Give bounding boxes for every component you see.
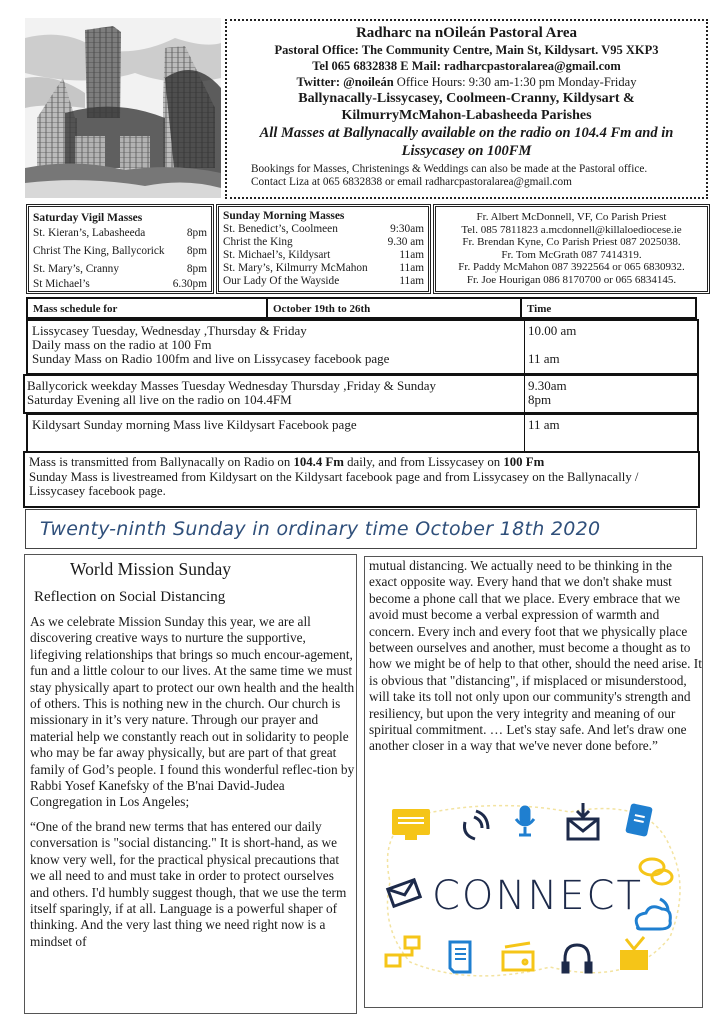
schedule-time: 11 am <box>528 417 560 432</box>
sunday-row <box>223 249 424 262</box>
pastoral-area-title: Radharc na nOileán Pastoral Area <box>355 25 578 41</box>
mass-place: Our Lady Of the Wayside <box>223 275 340 287</box>
sunday-row <box>223 262 424 275</box>
note-line-2: Sunday Mass is livestreamed from Kildysart on the Kildysart facebook page and from Lissycasey on the Ballynacally / Lissycasey facebook page. <box>29 469 639 498</box>
sunday-row <box>223 236 424 249</box>
schedule-line: Ballycorick weekday Masses Tuesday Wednesday Thursday ,Friday & Sunday <box>27 378 436 393</box>
mass-place: St. Michael’s, Kildysart <box>223 249 331 261</box>
mass-time: 9:30am <box>390 223 424 235</box>
schedule-line: Saturday Evening all live on the radio on 104.4FM <box>27 392 292 407</box>
schedule-line: Sunday Mass on Radio 100fm and live on Lissycasey facebook page <box>32 351 390 366</box>
article-paragraph: As we celebrate Mission Sunday this year, we are all discovering creative ways to nurture the supportive, lifegiving relationships that brings so much encour-agement, fun and a little colour to our lives. At the same time we must stay physically apart to protect our own health and the health of others. This is nothing new in the church. Our church is missionary in it’s very nature. Through our prayer and material help we constantly reach out in solidarity to people who may be far away physically, but are part of that great family of God’s people. I found this wonderful reflec-tion by Rabbi Yosef Kanefsky of the B'nai David-Judea Congregation in Los Angeles; <box>30 614 355 810</box>
mass-place: St. Mary’s, Kilmurry McMahon <box>223 262 368 274</box>
priests-contacts <box>433 204 710 294</box>
schedule-row-lissycasey <box>26 319 699 375</box>
office-hours: Office Hours: 9:30 am-1:30 pm Monday-Friday <box>393 75 637 89</box>
bookings-line-1: Bookings for Masses, Christenings & Weddings can also be made at the Pastoral office. <box>251 163 648 175</box>
schedule-line: Daily mass on the radio at 100 Fm <box>32 337 212 352</box>
saturday-row <box>33 244 207 259</box>
note-freq: 100 Fm <box>503 455 545 469</box>
note-line-1 <box>29 455 694 470</box>
radio-icon <box>503 943 533 970</box>
mass-time: 9.30 am <box>387 236 424 248</box>
priest-line: Fr. Paddy McMahon 087 3922564 or 065 6830932. <box>458 261 685 273</box>
schedule-time-blank <box>528 338 698 352</box>
sunday-title: Sunday Morning Masses <box>223 210 345 222</box>
parishes-line-1: Ballynacally-Lissycasey, Coolmeen-Cranny, Kildysart & <box>298 91 635 106</box>
chat-bubbles-icon <box>640 859 672 884</box>
article-subtitle: Reflection on Social Distancing <box>34 589 226 605</box>
radio-line-1: All Masses at Ballynacally available on the radio on 104.4 Fm and in <box>259 125 674 141</box>
sunday-row <box>223 223 424 236</box>
schedule-line: Kildysart Sunday morning Mass live Kildysart Facebook page <box>32 417 357 432</box>
twitter-office-hours <box>227 74 706 90</box>
schedule-row-ballycorick <box>23 374 699 414</box>
pastoral-area-header <box>225 19 708 199</box>
saturday-vigil-masses <box>26 204 214 294</box>
article-column-1 <box>24 554 357 1014</box>
contact-line: Tel 065 6832838 E Mail: radharcpastoralarea@gmail.com <box>312 59 621 73</box>
saturday-row <box>33 262 207 277</box>
mass-time: 11am <box>399 275 424 287</box>
saturday-title: Saturday Vigil Masses <box>33 212 143 224</box>
saturday-row <box>33 277 207 292</box>
envelope-download-icon <box>568 803 598 839</box>
article-title: World Mission Sunday <box>70 559 231 579</box>
connect-word: CONNECT <box>432 873 643 919</box>
priest-line: Fr. Brendan Kyne, Co Parish Priest 087 2025038. <box>462 236 681 248</box>
sunday-row <box>223 275 424 288</box>
schedule-header-dates: October 19th to 26th <box>266 297 522 319</box>
priest-line: Fr. Tom McGrath 087 7414319. <box>501 248 642 261</box>
headphones-icon <box>563 945 591 972</box>
connect-illustration <box>370 787 700 992</box>
monitor-icon <box>392 809 430 840</box>
note-freq: 104.4 Fm <box>293 455 344 469</box>
church-ruins-illustration <box>25 18 221 198</box>
note-text: Mass is transmitted from Ballynacally on Radio on <box>29 455 294 469</box>
document-icon <box>450 942 470 972</box>
schedule-time: 11 am <box>528 351 560 366</box>
bookings-line-2: Contact Liza at 065 6832838 or email radharcpastoralarea@gmail.com <box>251 176 572 188</box>
sunday-banner: Twenty-ninth Sunday in ordinary time October 18th 2020 <box>25 509 697 549</box>
parishes-line-2: KilmurryMcMahon-Labasheeda Parishes <box>341 108 592 123</box>
twitter-handle[interactable]: Twitter: @noileán <box>296 75 394 89</box>
mass-place: Christ The King, Ballycorick <box>33 245 165 257</box>
mass-place: St Michael’s <box>33 278 90 290</box>
radio-line-2: Lissycasey on 100FM <box>401 143 532 159</box>
mass-time: 8pm <box>186 227 207 239</box>
mass-time: 6.30pm <box>172 278 207 290</box>
envelope-icon <box>388 880 420 906</box>
article-paragraph: “One of the brand new terms that has entered our daily conversation is "social distancing." It is short-hand, as we know very well, for the practical physical precautions that we all need to and must take in order to protect ourselves and others. I'd humbly suggest though, that we use the term itself sparingly, if at all. Language is a powerful shaper of thinking. And the very last thing we need right now is a mindset of <box>30 818 347 949</box>
schedule-time: 10.00 am <box>528 323 577 338</box>
mass-time: 11am <box>399 262 424 274</box>
schedule-header-time: Time <box>520 297 697 319</box>
schedule-line: Lissycasey Tuesday, Wednesday ,Thursday & Friday <box>32 323 307 338</box>
schedule-time: 8pm <box>528 392 552 407</box>
mass-time: 11am <box>399 249 424 261</box>
mass-time: 8pm <box>186 245 207 257</box>
schedule-time: 9.30am <box>528 378 567 393</box>
phone-icon <box>464 811 488 839</box>
priest-line: Tel. 085 7811823 a.mcdonnell@killaloediocese.ie <box>461 223 682 236</box>
mass-time: 8pm <box>186 263 207 275</box>
pastoral-office-address: Pastoral Office: The Community Centre, Main St, Kildysart. V95 XKP3 <box>274 43 659 57</box>
transmission-note <box>23 451 700 508</box>
microphone-icon <box>516 807 534 835</box>
tablet-icon <box>625 803 653 837</box>
mass-place: St. Kieran’s, Labasheeda <box>33 227 146 239</box>
mass-place: Christ the King <box>223 236 293 248</box>
mass-place: St. Benedict’s, Coolmeen <box>223 223 338 235</box>
article-paragraph: mutual distancing. We actually need to be thinking in the exact opposite way. Every hand that we don't shake must become a phone call that we place. Every embrace that we avoid must become a verbal expression of warmth and concern. Every inch and every foot that we physically place between ourselves and another, must become a thought as to how we might be of help to that other, should the need arise. It is obvious that "distancing", if misplaced or misunderstood, will take its toll not only upon our community's strength and resiliency, but upon the very integrity and meaning of our spiritual commitment. … Let's stay safe. And let's draw one another closer in a way that we've never done before.” <box>369 558 702 754</box>
mass-place: St. Mary’s, Cranny <box>33 263 119 275</box>
priest-line: Fr. Albert McDonnell, VF, Co Parish Priest <box>476 211 667 223</box>
saturday-row <box>33 226 207 241</box>
note-text: daily, and from Lissycasey on <box>343 455 504 469</box>
priest-line: Fr. Joe Hourigan 086 8170700 or 065 6834145. <box>466 273 677 286</box>
schedule-row-kildysart <box>26 413 699 453</box>
sunday-morning-masses <box>216 204 431 294</box>
schedule-header-label: Mass schedule for <box>26 297 268 319</box>
tv-icon <box>620 937 648 970</box>
